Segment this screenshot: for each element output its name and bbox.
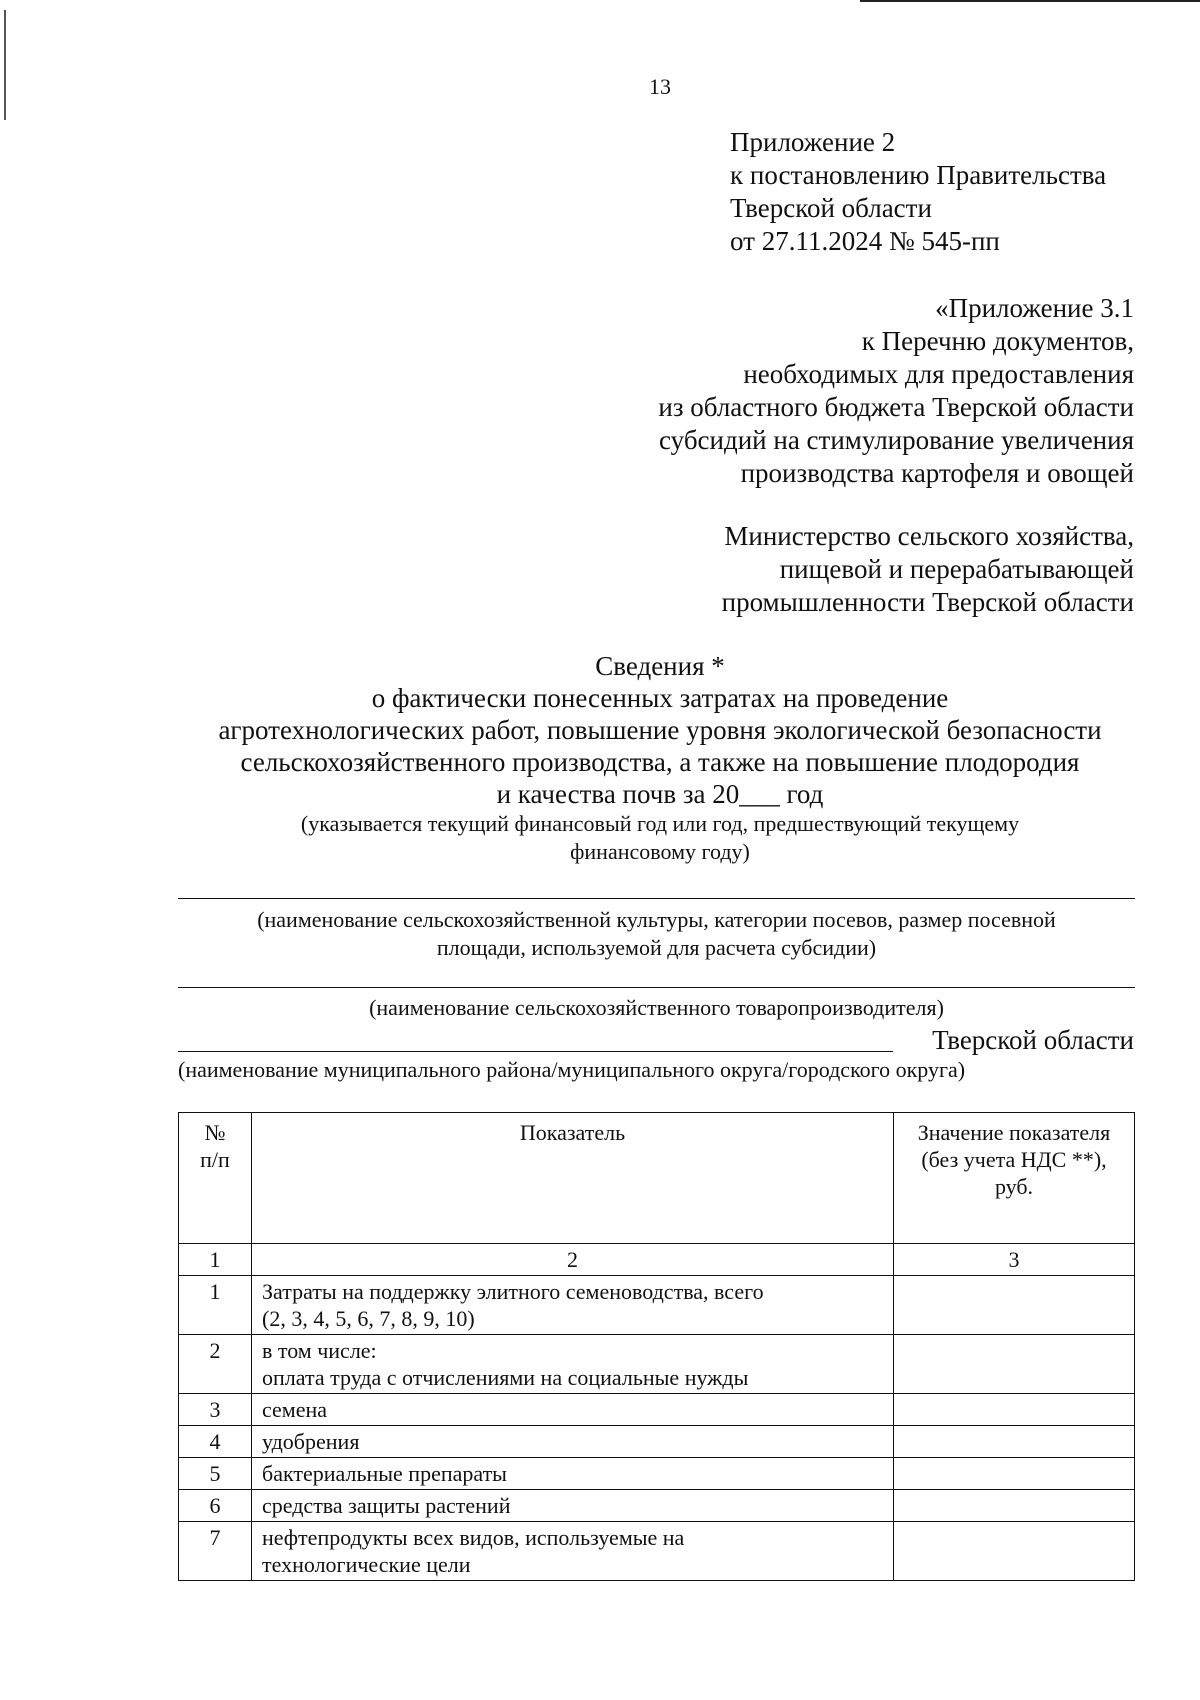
column-number: 1 [179, 1244, 252, 1276]
table-row [179, 1335, 1135, 1394]
row-number: 4 [179, 1426, 252, 1458]
scan-border-left [4, 10, 6, 120]
header-num-line: № [204, 1120, 226, 1145]
row-number: 5 [179, 1458, 252, 1490]
row-indicator: бактериальные препараты [252, 1458, 894, 1490]
row-indicator-line: технологические цели [262, 1552, 471, 1577]
row-value-cell[interactable] [894, 1394, 1135, 1426]
heading-note-line: финансовому году) [570, 839, 750, 864]
ministry-addressee [574, 520, 1134, 619]
municipality-fill-row [178, 1022, 1134, 1056]
crop-fill-line [178, 898, 1135, 899]
row-value-cell[interactable] [894, 1335, 1135, 1394]
appendix-2-line: Приложение 2 [730, 127, 896, 157]
row-indicator-line: в том числе: [262, 1338, 377, 1363]
heading-note-line: (указывается текущий финансовый год или год, предшествующий текущему [300, 811, 1020, 836]
appendix-3-1-line: производства картофеля и овощей [740, 458, 1134, 488]
header-indicator: Показатель [252, 1113, 894, 1244]
heading-line: агротехнологических работ, повышение уровня экологической безопасности [218, 715, 1102, 745]
column-number: 3 [894, 1244, 1135, 1276]
heading-line: сельскохозяйственного производства, а также на повышение плодородия [240, 747, 1080, 777]
row-value-cell[interactable] [894, 1522, 1135, 1581]
header-value-line: руб. [994, 1174, 1034, 1199]
row-indicator: средства защиты растений [252, 1490, 894, 1522]
table-row [179, 1276, 1135, 1335]
heading-line: о фактически понесенных затратах на проведение [371, 683, 949, 713]
row-indicator: семена [252, 1394, 894, 1426]
table-row [179, 1522, 1135, 1581]
ministry-line: промышленности Тверской области [721, 587, 1134, 617]
municipality-fill-line [493, 1051, 893, 1052]
row-number: 1 [179, 1276, 252, 1335]
ministry-line: пищевой и перерабатывающей [779, 554, 1134, 584]
row-indicator [252, 1276, 894, 1335]
row-indicator-line: Затраты на поддержку элитного семеноводства, всего [262, 1279, 764, 1304]
appendix-2-header [730, 126, 1170, 258]
region-suffix: Тверской области [932, 1025, 1134, 1055]
column-number: 2 [252, 1244, 894, 1276]
row-indicator [252, 1522, 894, 1581]
row-value-cell[interactable] [894, 1426, 1135, 1458]
municipality-caption: (наименование муниципального района/муниципального округа/городского округа) [178, 1057, 966, 1082]
appendix-2-line: от 27.11.2024 № 545-пп [730, 226, 1000, 256]
table-row [179, 1458, 1135, 1490]
row-value-cell[interactable] [894, 1458, 1135, 1490]
document-title: Сведения * [595, 651, 725, 681]
crop-caption [178, 906, 1135, 962]
header-value-line: (без учета НДС **), [921, 1147, 1107, 1172]
header-value [894, 1113, 1135, 1244]
header-num-line: п/п [200, 1147, 230, 1172]
column-numbers-row [179, 1244, 1135, 1276]
document-heading [160, 650, 1160, 866]
appendix-3-1-line: необходимых для предоставления [743, 359, 1134, 389]
header-num [179, 1113, 252, 1244]
row-number: 2 [179, 1335, 252, 1394]
expenses-table [178, 1112, 1135, 1581]
row-indicator-line: нефтепродукты всех видов, используемые на [262, 1525, 685, 1550]
page-number: 13 [649, 74, 671, 99]
row-value-cell[interactable] [894, 1276, 1135, 1335]
table-header-row [179, 1113, 1135, 1244]
table-row [179, 1394, 1135, 1426]
scan-border-top [860, 0, 1200, 2]
row-number: 3 [179, 1394, 252, 1426]
row-number: 6 [179, 1490, 252, 1522]
appendix-3-1-line: к Перечню документов, [861, 326, 1134, 356]
row-indicator-line: (2, 3, 4, 5, 6, 7, 8, 9, 10) [262, 1306, 475, 1331]
row-number: 7 [179, 1522, 252, 1581]
appendix-3-1-header [574, 292, 1134, 490]
producer-caption: (наименование сельскохозяйственного товаропроизводителя) [369, 995, 944, 1020]
row-value-cell[interactable] [894, 1490, 1135, 1522]
appendix-2-line: к постановлению Правительства [730, 160, 1107, 190]
appendix-3-1-line: субсидий на стимулирование увеличения [659, 425, 1134, 455]
header-value-line: Значение показателя [917, 1120, 1111, 1145]
table-row [179, 1426, 1135, 1458]
crop-caption-line: (наименование сельскохозяйственной культуры, категории посевов, размер посевной [257, 907, 1056, 932]
appendix-3-1-line: из областного бюджета Тверской области [658, 392, 1134, 422]
table-row [179, 1490, 1135, 1522]
appendix-2-line: Тверской области [730, 193, 932, 223]
ministry-line: Министерство сельского хозяйства, [724, 521, 1134, 551]
heading-line: и качества почв за 20___ год [496, 779, 824, 809]
crop-caption-line: площади, используемой для расчета субсидии) [436, 935, 877, 960]
row-indicator [252, 1335, 894, 1394]
producer-fill-line [178, 987, 1135, 988]
appendix-3-1-line: «Приложение 3.1 [935, 293, 1134, 323]
row-indicator-line: оплата труда с отчислениями на социальные нужды [262, 1365, 749, 1390]
row-indicator: удобрения [252, 1426, 894, 1458]
municipality-fill-line [178, 1051, 493, 1052]
